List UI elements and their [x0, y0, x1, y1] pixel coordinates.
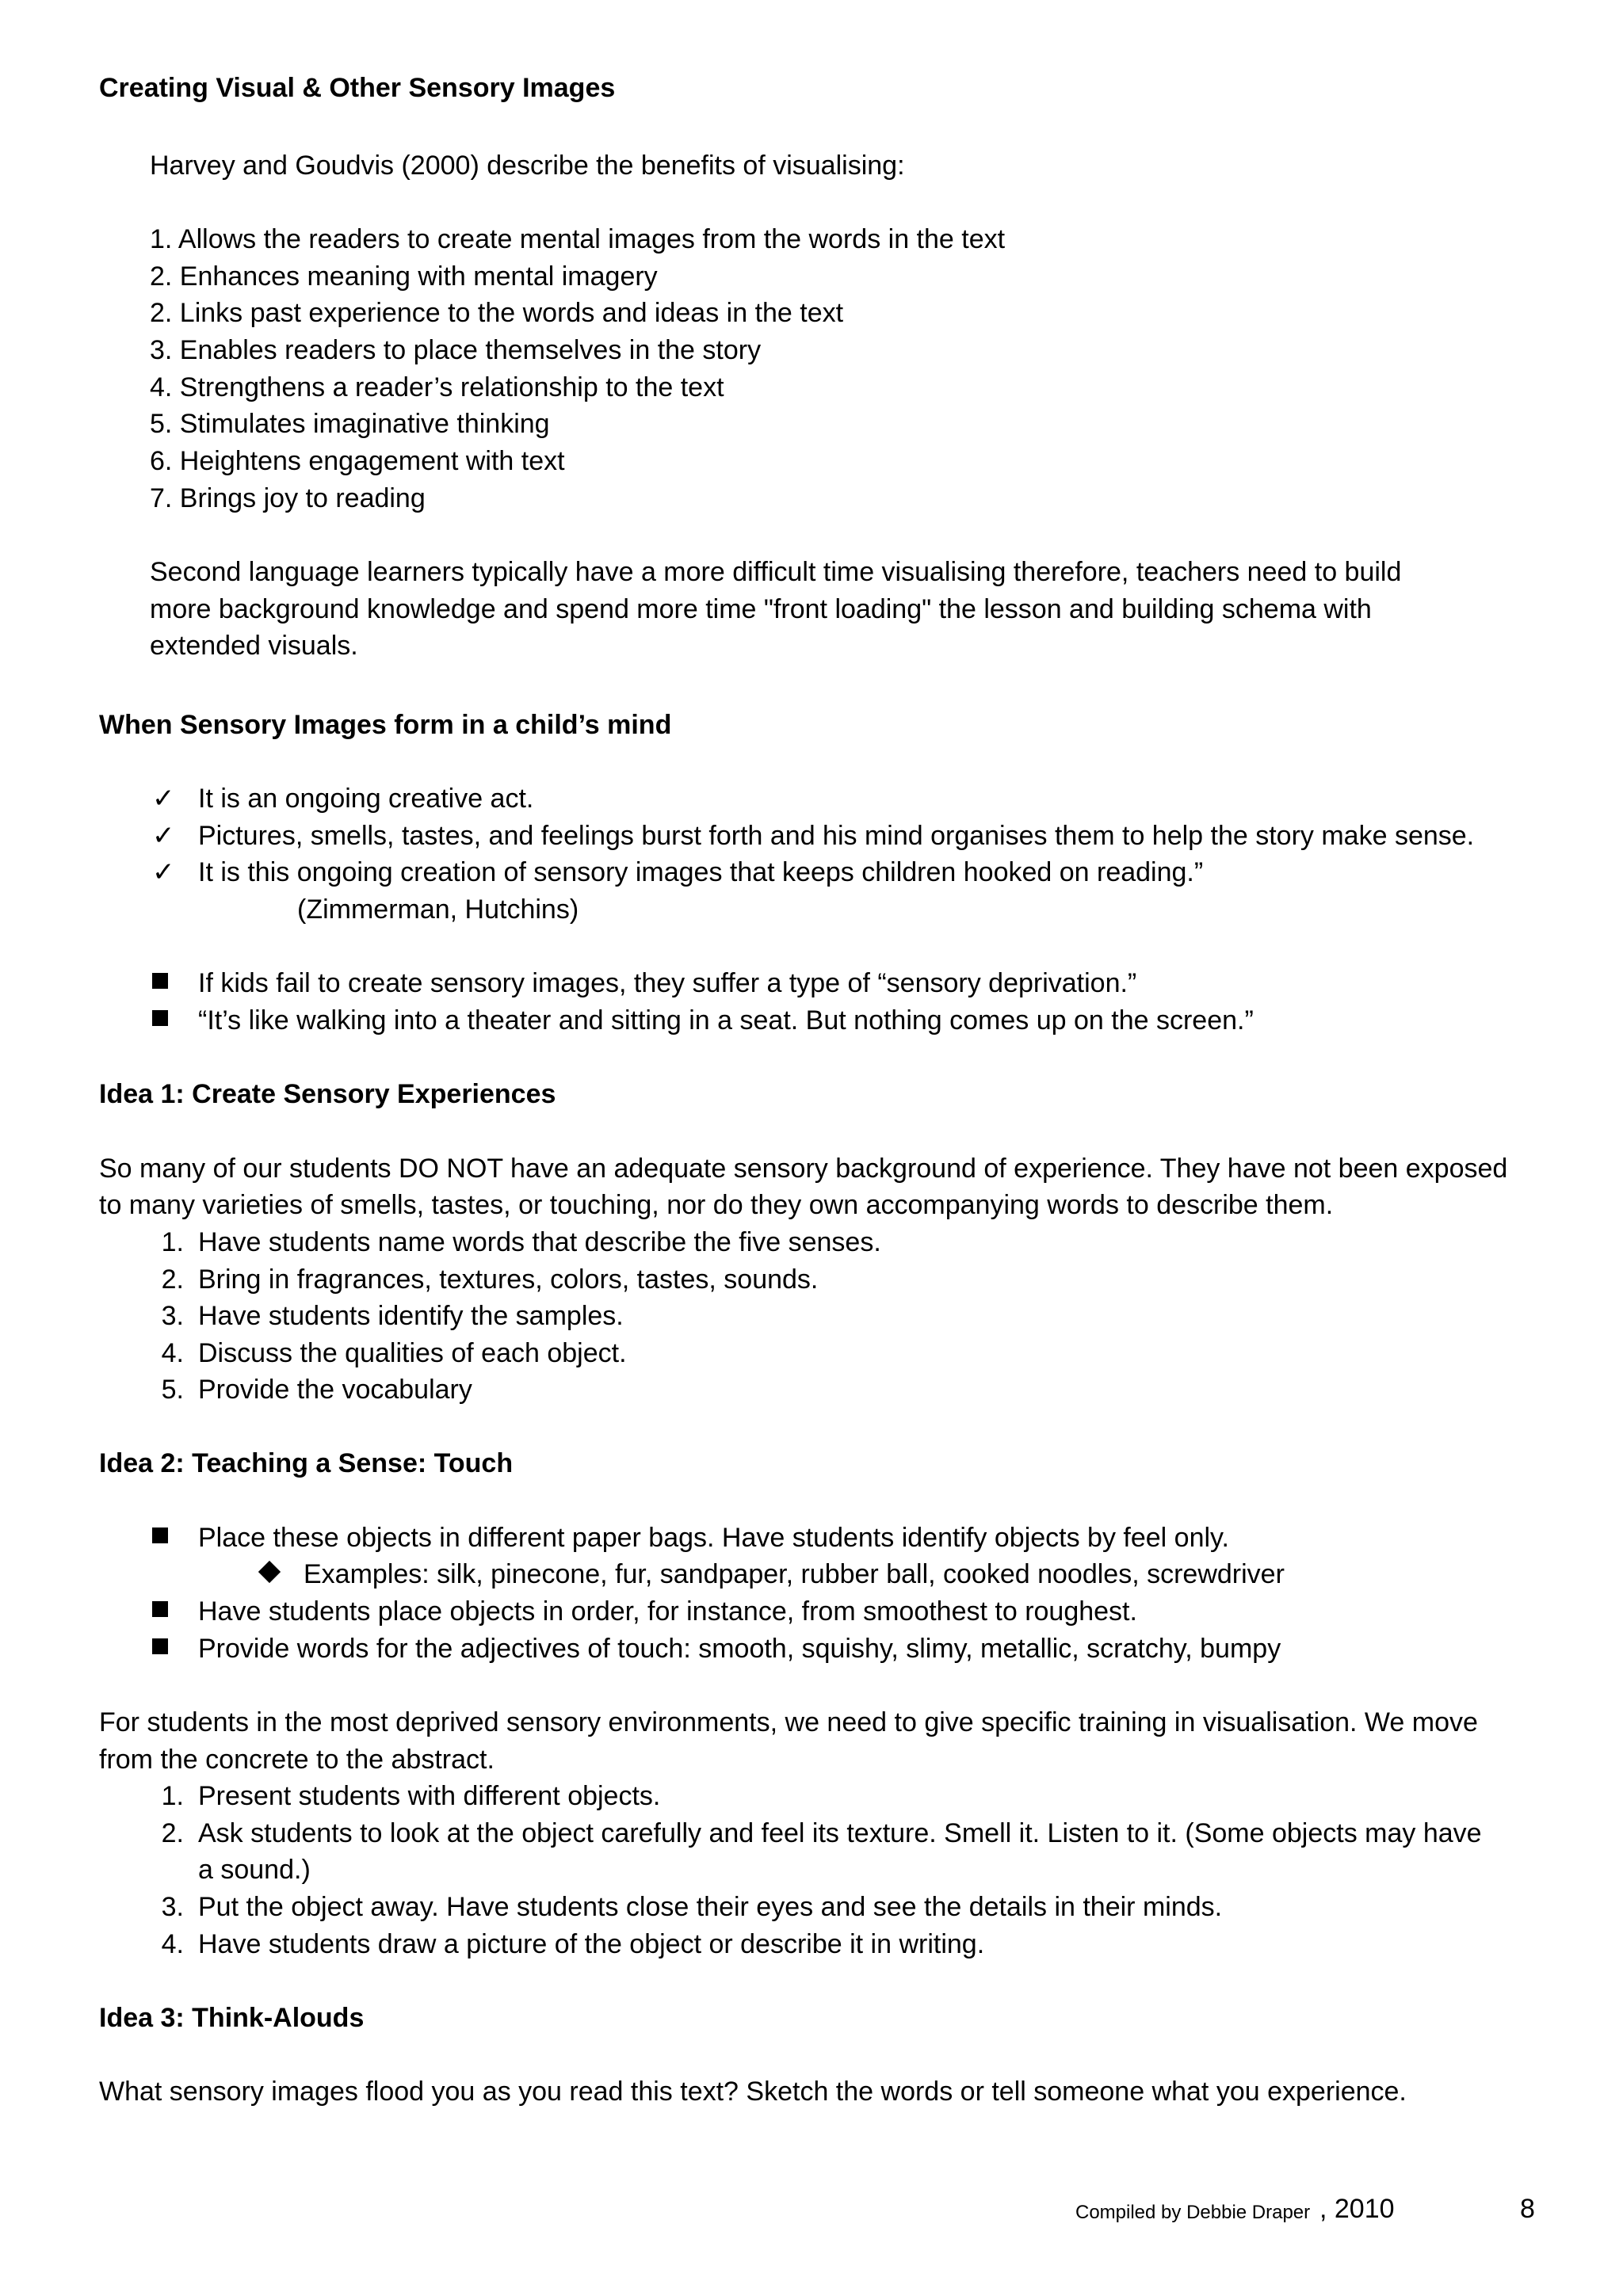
list-number: 5.: [161, 1375, 184, 1405]
list-number: 3.: [161, 1301, 184, 1331]
idea1-list-item: Provide the vocabulary: [198, 1375, 472, 1405]
diamond-bullet-icon: [258, 1561, 281, 1583]
second-language-line: Second language learners typically have a more difficult time visualising therefore, teachers need to build: [150, 557, 1402, 587]
benefit-item: 5. Stimulates imaginative thinking: [150, 409, 550, 439]
second-language-line: extended visuals.: [150, 631, 358, 661]
touch-item: Have students place objects in order, for instance, from smoothest to roughest.: [198, 1596, 1137, 1627]
list-number: 3.: [161, 1892, 184, 1922]
deprived-paragraph-line: For students in the most deprived sensory environments, we need to give specific training in visualisation. We move: [99, 1707, 1478, 1737]
deprived-list-item-continued: a sound.): [198, 1855, 311, 1885]
list-number: 2.: [161, 1818, 184, 1848]
check-item: Pictures, smells, tastes, and feelings burst forth and his mind organises them to help the story make sense.: [198, 821, 1475, 851]
deprived-paragraph-line: from the concrete to the abstract.: [99, 1745, 495, 1775]
footer-year: , 2010: [1319, 2194, 1395, 2224]
heading-creating-visual: Creating Visual & Other Sensory Images: [99, 73, 616, 103]
benefit-item: 4. Strengthens a reader’s relationship to the text: [150, 372, 724, 402]
benefit-item: 2. Enhances meaning with mental imagery: [150, 261, 658, 292]
square-bullet-icon: [152, 1527, 168, 1543]
benefit-item: 3. Enables readers to place themselves in the story: [150, 335, 762, 365]
list-number: 4.: [161, 1929, 184, 1959]
deprived-list-item: Ask students to look at the object carefully and feel its texture. Smell it. Listen to it. (Some objects may have: [198, 1818, 1482, 1848]
square-bullet-icon: [152, 1638, 168, 1654]
heading-idea-2: Idea 2: Teaching a Sense: Touch: [99, 1448, 514, 1478]
idea1-list-item: Have students identify the samples.: [198, 1301, 624, 1331]
touch-item: Provide words for the adjectives of touch: smooth, squishy, slimy, metallic, scratchy, bumpy: [198, 1634, 1281, 1664]
list-number: 1.: [161, 1781, 184, 1811]
benefit-item: 6. Heightens engagement with text: [150, 446, 565, 476]
page-number: 8: [1520, 2194, 1535, 2224]
square-bullet-icon: [152, 973, 168, 989]
idea1-list-item: Discuss the qualities of each object.: [198, 1338, 627, 1368]
list-number: 4.: [161, 1338, 184, 1368]
citation: (Zimmerman, Hutchins): [297, 894, 579, 925]
deprived-list-item: Have students draw a picture of the object or describe it in writing.: [198, 1929, 985, 1959]
list-number: 2.: [161, 1264, 184, 1295]
touch-examples: Examples: silk, pinecone, fur, sandpaper, rubber ball, cooked noodles, screwdriver: [304, 1559, 1285, 1589]
second-language-line: more background knowledge and spend more time "front loading" the lesson and building schema with: [150, 594, 1372, 624]
deprivation-item: If kids fail to create sensory images, they suffer a type of “sensory deprivation.”: [198, 968, 1137, 998]
touch-item: Place these objects in different paper bags. Have students identify objects by feel only.: [198, 1523, 1229, 1553]
deprived-list-item: Put the object away. Have students close their eyes and see the details in their minds.: [198, 1892, 1223, 1922]
heading-when-sensory-images: When Sensory Images form in a child’s mind: [99, 710, 672, 740]
benefit-item: 1. Allows the readers to create mental images from the words in the text: [150, 224, 1006, 254]
benefit-item: 7. Brings joy to reading: [150, 483, 426, 513]
heading-idea-1: Idea 1: Create Sensory Experiences: [99, 1079, 556, 1109]
heading-idea-3: Idea 3: Think-Alouds: [99, 2003, 365, 2033]
idea1-list-item: Bring in fragrances, textures, colors, tastes, sounds.: [198, 1264, 819, 1295]
list-number: 1.: [161, 1227, 184, 1257]
check-item: It is this ongoing creation of sensory images that keeps children hooked on reading.”: [198, 857, 1204, 887]
checkmark-icon: ✓: [152, 857, 175, 887]
deprivation-item: “It’s like walking into a theater and sitting in a seat. But nothing comes up on the screen.”: [198, 1005, 1254, 1035]
idea1-paragraph-line: to many varieties of smells, tastes, or touching, nor do they own accompanying words to describe them.: [99, 1190, 1334, 1220]
benefit-item: 2. Links past experience to the words and ideas in the text: [150, 298, 844, 328]
deprived-list-item: Present students with different objects.: [198, 1781, 661, 1811]
idea1-paragraph-line: So many of our students DO NOT have an adequate sensory background of experience. They have not been exposed: [99, 1154, 1508, 1184]
intro-text: Harvey and Goudvis (2000) describe the benefits of visualising:: [150, 151, 905, 181]
checkmark-icon: ✓: [152, 784, 175, 814]
square-bullet-icon: [152, 1601, 168, 1617]
idea1-list-item: Have students name words that describe the five senses.: [198, 1227, 881, 1257]
checkmark-icon: ✓: [152, 821, 175, 851]
check-item: It is an ongoing creative act.: [198, 784, 534, 814]
footer-compiled-by: Compiled by Debbie Draper: [1075, 2202, 1311, 2223]
square-bullet-icon: [152, 1010, 168, 1026]
think-aloud-text: What sensory images flood you as you read this text? Sketch the words or tell someone what you experience.: [99, 2077, 1407, 2107]
